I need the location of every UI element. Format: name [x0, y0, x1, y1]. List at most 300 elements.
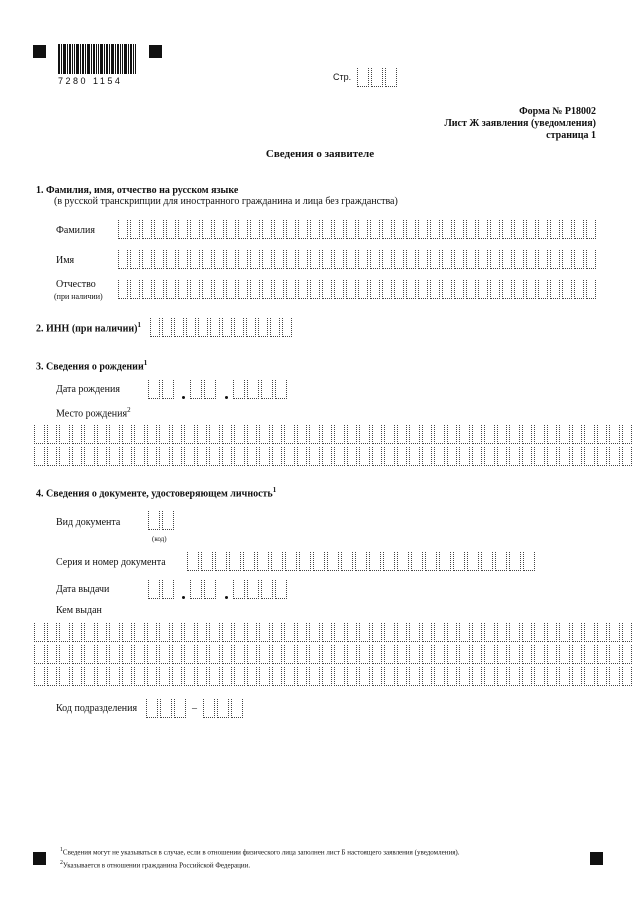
- char-cell[interactable]: [243, 552, 255, 571]
- char-cell[interactable]: [418, 250, 428, 269]
- char-cell[interactable]: [246, 318, 256, 337]
- char-cell[interactable]: [418, 220, 428, 239]
- char-cell[interactable]: [347, 667, 358, 686]
- char-cell[interactable]: [434, 645, 445, 664]
- char-cell[interactable]: [226, 280, 236, 299]
- char-cell[interactable]: [358, 280, 368, 299]
- char-cell[interactable]: [459, 425, 470, 444]
- char-cell[interactable]: [490, 280, 500, 299]
- char-cell[interactable]: [522, 645, 533, 664]
- char-cell[interactable]: [495, 552, 507, 571]
- char-cell[interactable]: [142, 220, 152, 239]
- char-cell[interactable]: [572, 645, 583, 664]
- char-cell[interactable]: [122, 425, 133, 444]
- birth-month-field[interactable]: [190, 380, 218, 399]
- char-cell[interactable]: [47, 447, 58, 466]
- issue-year-field[interactable]: [233, 580, 289, 599]
- char-cell[interactable]: [297, 425, 308, 444]
- char-cell[interactable]: [497, 425, 508, 444]
- char-cell[interactable]: [478, 250, 488, 269]
- patronymic-field[interactable]: [118, 280, 598, 299]
- char-cell[interactable]: [597, 425, 608, 444]
- char-cell[interactable]: [597, 645, 608, 664]
- char-cell[interactable]: [272, 425, 283, 444]
- char-cell[interactable]: [259, 447, 270, 466]
- char-cell[interactable]: [522, 667, 533, 686]
- char-cell[interactable]: [214, 220, 224, 239]
- char-cell[interactable]: [261, 580, 273, 599]
- char-cell[interactable]: [586, 250, 596, 269]
- char-cell[interactable]: [502, 250, 512, 269]
- char-cell[interactable]: [190, 250, 200, 269]
- char-cell[interactable]: [178, 220, 188, 239]
- char-cell[interactable]: [534, 667, 545, 686]
- char-cell[interactable]: [247, 380, 259, 399]
- char-cell[interactable]: [262, 220, 272, 239]
- char-cell[interactable]: [34, 425, 45, 444]
- char-cell[interactable]: [214, 280, 224, 299]
- char-cell[interactable]: [238, 280, 248, 299]
- char-cell[interactable]: [597, 667, 608, 686]
- char-cell[interactable]: [147, 667, 158, 686]
- char-cell[interactable]: [178, 250, 188, 269]
- char-cell[interactable]: [118, 280, 128, 299]
- char-cell[interactable]: [609, 425, 620, 444]
- char-cell[interactable]: [425, 552, 437, 571]
- char-cell[interactable]: [134, 667, 145, 686]
- char-cell[interactable]: [202, 280, 212, 299]
- char-cell[interactable]: [394, 220, 404, 239]
- char-cell[interactable]: [222, 425, 233, 444]
- char-cell[interactable]: [154, 220, 164, 239]
- char-cell[interactable]: [142, 280, 152, 299]
- char-cell[interactable]: [233, 380, 245, 399]
- char-cell[interactable]: [609, 447, 620, 466]
- char-cell[interactable]: [574, 220, 584, 239]
- char-cell[interactable]: [359, 447, 370, 466]
- char-cell[interactable]: [97, 425, 108, 444]
- char-cell[interactable]: [422, 425, 433, 444]
- char-cell[interactable]: [538, 220, 548, 239]
- char-cell[interactable]: [166, 280, 176, 299]
- char-cell[interactable]: [357, 68, 369, 87]
- char-cell[interactable]: [447, 623, 458, 642]
- char-cell[interactable]: [162, 380, 174, 399]
- char-cell[interactable]: [247, 623, 258, 642]
- char-cell[interactable]: [509, 623, 520, 642]
- char-cell[interactable]: [397, 645, 408, 664]
- char-cell[interactable]: [397, 552, 409, 571]
- char-cell[interactable]: [522, 623, 533, 642]
- char-cell[interactable]: [197, 645, 208, 664]
- char-cell[interactable]: [609, 623, 620, 642]
- char-cell[interactable]: [322, 220, 332, 239]
- char-cell[interactable]: [148, 511, 160, 530]
- char-cell[interactable]: [382, 250, 392, 269]
- char-cell[interactable]: [299, 552, 311, 571]
- char-cell[interactable]: [371, 68, 383, 87]
- char-cell[interactable]: [397, 425, 408, 444]
- char-cell[interactable]: [259, 623, 270, 642]
- char-cell[interactable]: [467, 552, 479, 571]
- char-cell[interactable]: [322, 280, 332, 299]
- char-cell[interactable]: [322, 447, 333, 466]
- char-cell[interactable]: [172, 667, 183, 686]
- char-cell[interactable]: [234, 318, 244, 337]
- char-cell[interactable]: [322, 623, 333, 642]
- char-cell[interactable]: [286, 220, 296, 239]
- char-cell[interactable]: [453, 552, 465, 571]
- char-cell[interactable]: [559, 425, 570, 444]
- char-cell[interactable]: [418, 280, 428, 299]
- char-cell[interactable]: [190, 380, 202, 399]
- char-cell[interactable]: [34, 623, 45, 642]
- char-cell[interactable]: [209, 667, 220, 686]
- char-cell[interactable]: [159, 667, 170, 686]
- char-cell[interactable]: [130, 280, 140, 299]
- char-cell[interactable]: [274, 220, 284, 239]
- char-cell[interactable]: [430, 280, 440, 299]
- char-cell[interactable]: [247, 425, 258, 444]
- char-cell[interactable]: [262, 280, 272, 299]
- char-cell[interactable]: [484, 623, 495, 642]
- char-cell[interactable]: [509, 425, 520, 444]
- char-cell[interactable]: [572, 447, 583, 466]
- char-cell[interactable]: [334, 447, 345, 466]
- division-code-part-1[interactable]: [146, 699, 188, 718]
- char-cell[interactable]: [97, 623, 108, 642]
- char-cell[interactable]: [523, 552, 535, 571]
- char-cell[interactable]: [72, 623, 83, 642]
- char-cell[interactable]: [190, 280, 200, 299]
- char-cell[interactable]: [209, 623, 220, 642]
- char-cell[interactable]: [59, 623, 70, 642]
- char-cell[interactable]: [286, 280, 296, 299]
- char-cell[interactable]: [259, 645, 270, 664]
- char-cell[interactable]: [234, 623, 245, 642]
- char-cell[interactable]: [526, 220, 536, 239]
- char-cell[interactable]: [238, 250, 248, 269]
- char-cell[interactable]: [148, 380, 160, 399]
- char-cell[interactable]: [272, 447, 283, 466]
- char-cell[interactable]: [275, 580, 287, 599]
- char-cell[interactable]: [297, 645, 308, 664]
- char-cell[interactable]: [284, 425, 295, 444]
- char-cell[interactable]: [162, 511, 174, 530]
- issued-by-row-2[interactable]: [34, 645, 634, 664]
- char-cell[interactable]: [190, 220, 200, 239]
- char-cell[interactable]: [422, 623, 433, 642]
- char-cell[interactable]: [434, 623, 445, 642]
- char-cell[interactable]: [409, 667, 420, 686]
- char-cell[interactable]: [383, 552, 395, 571]
- char-cell[interactable]: [434, 667, 445, 686]
- char-cell[interactable]: [472, 645, 483, 664]
- char-cell[interactable]: [550, 250, 560, 269]
- char-cell[interactable]: [322, 645, 333, 664]
- char-cell[interactable]: [214, 250, 224, 269]
- char-cell[interactable]: [562, 280, 572, 299]
- char-cell[interactable]: [172, 425, 183, 444]
- char-cell[interactable]: [109, 447, 120, 466]
- char-cell[interactable]: [409, 645, 420, 664]
- surname-field[interactable]: [118, 220, 598, 239]
- char-cell[interactable]: [122, 623, 133, 642]
- char-cell[interactable]: [584, 645, 595, 664]
- char-cell[interactable]: [250, 250, 260, 269]
- char-cell[interactable]: [447, 447, 458, 466]
- char-cell[interactable]: [297, 667, 308, 686]
- char-cell[interactable]: [84, 447, 95, 466]
- char-cell[interactable]: [430, 250, 440, 269]
- char-cell[interactable]: [275, 380, 287, 399]
- char-cell[interactable]: [178, 280, 188, 299]
- char-cell[interactable]: [484, 447, 495, 466]
- char-cell[interactable]: [430, 220, 440, 239]
- char-cell[interactable]: [422, 447, 433, 466]
- char-cell[interactable]: [534, 623, 545, 642]
- char-cell[interactable]: [447, 667, 458, 686]
- char-cell[interactable]: [347, 447, 358, 466]
- char-cell[interactable]: [159, 425, 170, 444]
- char-cell[interactable]: [478, 280, 488, 299]
- char-cell[interactable]: [559, 645, 570, 664]
- char-cell[interactable]: [572, 667, 583, 686]
- char-cell[interactable]: [466, 280, 476, 299]
- issue-month-field[interactable]: [190, 580, 218, 599]
- char-cell[interactable]: [622, 667, 633, 686]
- char-cell[interactable]: [247, 645, 258, 664]
- char-cell[interactable]: [481, 552, 493, 571]
- char-cell[interactable]: [187, 552, 199, 571]
- inn-field[interactable]: [150, 318, 294, 337]
- char-cell[interactable]: [322, 667, 333, 686]
- char-cell[interactable]: [166, 220, 176, 239]
- char-cell[interactable]: [384, 645, 395, 664]
- char-cell[interactable]: [334, 250, 344, 269]
- char-cell[interactable]: [184, 425, 195, 444]
- char-cell[interactable]: [97, 667, 108, 686]
- char-cell[interactable]: [154, 280, 164, 299]
- char-cell[interactable]: [147, 447, 158, 466]
- char-cell[interactable]: [490, 220, 500, 239]
- char-cell[interactable]: [146, 699, 158, 718]
- char-cell[interactable]: [247, 667, 258, 686]
- char-cell[interactable]: [310, 250, 320, 269]
- char-cell[interactable]: [358, 250, 368, 269]
- char-cell[interactable]: [347, 425, 358, 444]
- char-cell[interactable]: [166, 250, 176, 269]
- char-cell[interactable]: [484, 645, 495, 664]
- char-cell[interactable]: [327, 552, 339, 571]
- char-cell[interactable]: [509, 667, 520, 686]
- char-cell[interactable]: [334, 667, 345, 686]
- char-cell[interactable]: [72, 667, 83, 686]
- char-cell[interactable]: [384, 425, 395, 444]
- char-cell[interactable]: [497, 667, 508, 686]
- char-cell[interactable]: [497, 645, 508, 664]
- char-cell[interactable]: [584, 623, 595, 642]
- char-cell[interactable]: [298, 250, 308, 269]
- char-cell[interactable]: [422, 667, 433, 686]
- char-cell[interactable]: [204, 580, 216, 599]
- char-cell[interactable]: [322, 425, 333, 444]
- char-cell[interactable]: [526, 280, 536, 299]
- char-cell[interactable]: [274, 280, 284, 299]
- char-cell[interactable]: [409, 447, 420, 466]
- char-cell[interactable]: [547, 667, 558, 686]
- char-cell[interactable]: [622, 645, 633, 664]
- char-cell[interactable]: [209, 447, 220, 466]
- char-cell[interactable]: [547, 425, 558, 444]
- char-cell[interactable]: [382, 220, 392, 239]
- char-cell[interactable]: [162, 318, 172, 337]
- char-cell[interactable]: [447, 425, 458, 444]
- char-cell[interactable]: [313, 552, 325, 571]
- char-cell[interactable]: [261, 380, 273, 399]
- doc-type-field[interactable]: [148, 511, 176, 530]
- char-cell[interactable]: [572, 425, 583, 444]
- char-cell[interactable]: [47, 623, 58, 642]
- char-cell[interactable]: [122, 447, 133, 466]
- char-cell[interactable]: [222, 447, 233, 466]
- char-cell[interactable]: [142, 250, 152, 269]
- char-cell[interactable]: [109, 425, 120, 444]
- char-cell[interactable]: [284, 645, 295, 664]
- char-cell[interactable]: [222, 318, 232, 337]
- char-cell[interactable]: [174, 318, 184, 337]
- char-cell[interactable]: [134, 645, 145, 664]
- char-cell[interactable]: [197, 623, 208, 642]
- char-cell[interactable]: [547, 623, 558, 642]
- char-cell[interactable]: [574, 250, 584, 269]
- char-cell[interactable]: [370, 250, 380, 269]
- char-cell[interactable]: [358, 220, 368, 239]
- char-cell[interactable]: [622, 425, 633, 444]
- char-cell[interactable]: [84, 667, 95, 686]
- char-cell[interactable]: [203, 699, 215, 718]
- char-cell[interactable]: [284, 447, 295, 466]
- char-cell[interactable]: [72, 447, 83, 466]
- char-cell[interactable]: [622, 623, 633, 642]
- char-cell[interactable]: [550, 220, 560, 239]
- char-cell[interactable]: [209, 645, 220, 664]
- char-cell[interactable]: [459, 667, 470, 686]
- char-cell[interactable]: [217, 699, 229, 718]
- char-cell[interactable]: [234, 645, 245, 664]
- char-cell[interactable]: [547, 645, 558, 664]
- char-cell[interactable]: [190, 580, 202, 599]
- char-cell[interactable]: [509, 447, 520, 466]
- char-cell[interactable]: [406, 280, 416, 299]
- char-cell[interactable]: [334, 645, 345, 664]
- char-cell[interactable]: [309, 447, 320, 466]
- char-cell[interactable]: [347, 645, 358, 664]
- char-cell[interactable]: [130, 250, 140, 269]
- char-cell[interactable]: [259, 667, 270, 686]
- char-cell[interactable]: [359, 425, 370, 444]
- char-cell[interactable]: [359, 667, 370, 686]
- char-cell[interactable]: [309, 425, 320, 444]
- char-cell[interactable]: [422, 645, 433, 664]
- char-cell[interactable]: [109, 623, 120, 642]
- char-cell[interactable]: [198, 318, 208, 337]
- char-cell[interactable]: [509, 645, 520, 664]
- char-cell[interactable]: [497, 623, 508, 642]
- char-cell[interactable]: [534, 645, 545, 664]
- char-cell[interactable]: [609, 645, 620, 664]
- char-cell[interactable]: [222, 667, 233, 686]
- char-cell[interactable]: [409, 425, 420, 444]
- char-cell[interactable]: [502, 220, 512, 239]
- char-cell[interactable]: [439, 552, 451, 571]
- char-cell[interactable]: [134, 447, 145, 466]
- birth-place-row-2[interactable]: [34, 447, 634, 466]
- char-cell[interactable]: [259, 425, 270, 444]
- char-cell[interactable]: [586, 220, 596, 239]
- char-cell[interactable]: [597, 447, 608, 466]
- char-cell[interactable]: [250, 220, 260, 239]
- char-cell[interactable]: [472, 667, 483, 686]
- char-cell[interactable]: [72, 645, 83, 664]
- char-cell[interactable]: [84, 623, 95, 642]
- char-cell[interactable]: [411, 552, 423, 571]
- char-cell[interactable]: [272, 667, 283, 686]
- char-cell[interactable]: [84, 425, 95, 444]
- char-cell[interactable]: [234, 447, 245, 466]
- char-cell[interactable]: [397, 623, 408, 642]
- char-cell[interactable]: [47, 645, 58, 664]
- char-cell[interactable]: [250, 280, 260, 299]
- char-cell[interactable]: [247, 447, 258, 466]
- char-cell[interactable]: [226, 250, 236, 269]
- char-cell[interactable]: [442, 280, 452, 299]
- char-cell[interactable]: [285, 552, 297, 571]
- char-cell[interactable]: [122, 645, 133, 664]
- series-number-field[interactable]: [187, 552, 537, 571]
- char-cell[interactable]: [226, 220, 236, 239]
- char-cell[interactable]: [309, 667, 320, 686]
- char-cell[interactable]: [97, 645, 108, 664]
- char-cell[interactable]: [514, 280, 524, 299]
- char-cell[interactable]: [484, 667, 495, 686]
- char-cell[interactable]: [370, 220, 380, 239]
- char-cell[interactable]: [394, 250, 404, 269]
- char-cell[interactable]: [202, 250, 212, 269]
- char-cell[interactable]: [472, 623, 483, 642]
- char-cell[interactable]: [442, 250, 452, 269]
- char-cell[interactable]: [454, 280, 464, 299]
- char-cell[interactable]: [334, 280, 344, 299]
- char-cell[interactable]: [406, 250, 416, 269]
- page-number-field[interactable]: [357, 68, 399, 87]
- char-cell[interactable]: [47, 667, 58, 686]
- char-cell[interactable]: [59, 425, 70, 444]
- char-cell[interactable]: [298, 280, 308, 299]
- char-cell[interactable]: [372, 425, 383, 444]
- char-cell[interactable]: [150, 318, 160, 337]
- char-cell[interactable]: [59, 645, 70, 664]
- char-cell[interactable]: [160, 699, 172, 718]
- char-cell[interactable]: [584, 425, 595, 444]
- char-cell[interactable]: [406, 220, 416, 239]
- char-cell[interactable]: [309, 645, 320, 664]
- char-cell[interactable]: [382, 280, 392, 299]
- char-cell[interactable]: [346, 250, 356, 269]
- char-cell[interactable]: [609, 667, 620, 686]
- char-cell[interactable]: [562, 250, 572, 269]
- char-cell[interactable]: [234, 425, 245, 444]
